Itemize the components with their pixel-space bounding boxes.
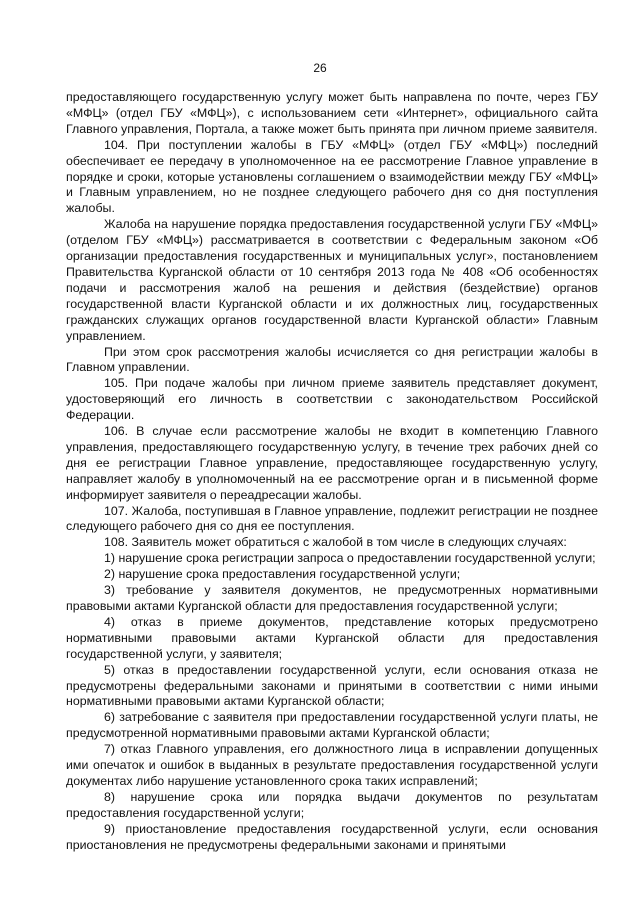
- paragraph-106: 106. В случае если рассмотрение жалобы не входит в компетенцию Главного управления, предоставляющего государственную услугу, в течение трех рабочих дней со дня ее регистрации Главное управление, предоставляющее государственную услугу, направляет жалобу в уполномоченный на ее рассмотрение орган и в письменной форме информирует заявителя о переадресации жалобы.: [66, 424, 598, 502]
- page-number: 26: [313, 61, 327, 75]
- paragraph-review-term: При этом срок рассмотрения жалобы исчисляется со дня регистрации жалобы в Главном управлении.: [66, 344, 598, 375]
- paragraph-105: 105. При подаче жалобы при личном приеме заявитель представляет документ, удостоверяющий его личность в соответствии с законодательством Российской Федерации.: [66, 376, 598, 423]
- list-item-6: 6) затребование с заявителя при предоставлении государственной услуги платы, не предусмотренной нормативными правовыми актами Курганской области;: [66, 710, 598, 741]
- paragraph-continuation: предоставляющего государственную услугу может быть направлена по почте, через ГБУ «МФЦ» (отдел ГБУ «МФЦ»), с использованием сети «Интернет», официального сайта Главного управления, Портала, а также может быть принята при личном приеме заявителя.: [66, 90, 598, 136]
- list-item-4: 4) отказ в приеме документов, представление которых предусмотрено нормативными правовыми актами Курганской области для предоставления государственной услуги, у заявителя;: [66, 614, 598, 661]
- list-item-3: 3) требование у заявителя документов, не предусмотренных нормативными правовыми актами Курганской области для предоставления государственной услуги;: [66, 583, 598, 613]
- document-body: [66, 90, 598, 854]
- list-item-7: 7) отказ Главного управления, его должностного лица в исправлении допущенных ими опечаток и ошибок в выданных в результате предоставления государственной услуги документах либо нарушение установленного срока таких исправлений;: [66, 742, 598, 788]
- list-item-5: 5) отказ в предоставлении государственной услуги, если основания отказа не предусмотрены федеральными законами и принятыми в соответствии с ними иными нормативными правовыми актами Курганской области;: [66, 662, 598, 709]
- list-item-9: 9) приостановление предоставления государственной услуги, если основания приостановления не предусмотрены федеральными законами и принятыми: [66, 821, 598, 852]
- list-item-1: 1) нарушение срока регистрации запроса о предоставлении государственной услуги;: [104, 551, 596, 566]
- paragraph-complaint-mfc: Жалоба на нарушение порядка предоставления государственной услуги ГБУ «МФЦ» (отделом ГБУ «МФЦ») рассматривается в соответствии с Федеральным законом «Об организации предоставления государственных и муниципальных услуг», постановлением Правительства Курганской области от 10 сентября 2013 года № 408 «Об особенностях подачи и рассмотрения жалоб на решения и действия (бездействие) органов государственной власти Курганской области и их должностных лиц, государственных гражданских служащих органов государственной власти Курганской области» Главным управлением.: [66, 217, 598, 343]
- paragraph-108: 108. Заявитель может обратиться с жалобой в том числе в следующих случаях:: [104, 535, 567, 550]
- paragraph-107: 107. Жалоба, поступившая в Главное управление, подлежит регистрации не позднее следующего рабочего дня со дня ее поступления.: [66, 503, 598, 534]
- list-item-2: 2) нарушение срока предоставления государственной услуги;: [104, 567, 461, 582]
- paragraph-104: 104. При поступлении жалобы в ГБУ «МФЦ» (отдел ГБУ «МФЦ») последний обеспечивает ее передачу в уполномоченное на ее рассмотрение Главное управление в порядке и сроки, которые установлены соглашением о взаимодействии между ГБУ «МФЦ» и Главным управлением, но не позднее следующего рабочего дня со дня поступления жалобы.: [66, 137, 598, 216]
- list-item-8: 8) нарушение срока или порядка выдачи документов по результатам предоставления государственной услуги;: [66, 789, 598, 820]
